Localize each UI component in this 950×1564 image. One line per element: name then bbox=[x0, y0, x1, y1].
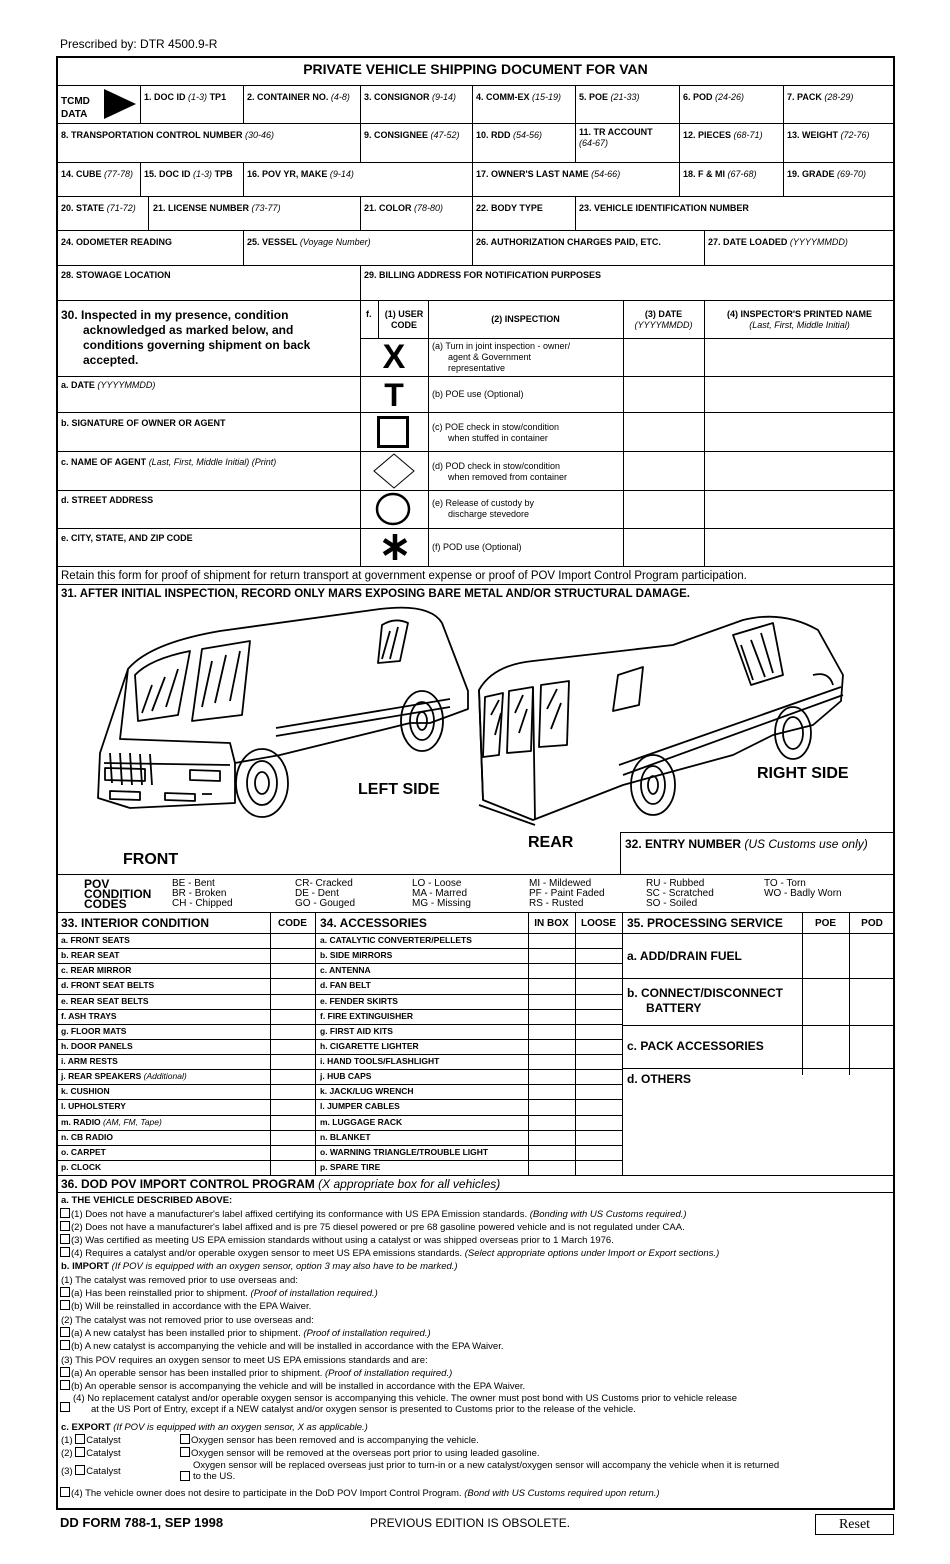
checkbox[interactable] bbox=[180, 1447, 190, 1457]
field-29-label: 29. BILLING ADDRESS FOR NOTIFICATION PURPOSES bbox=[364, 270, 602, 280]
option-a3[interactable]: (3) Was certified as meeting US EPA emission standards without using a catalyst or was shipped overseas prior to 1 March 1976. bbox=[60, 1234, 614, 1247]
accessory-item: b. SIDE MIRRORS bbox=[320, 950, 393, 960]
checkbox[interactable] bbox=[60, 1487, 70, 1497]
accessory-item: j. HUB CAPS bbox=[320, 1071, 372, 1081]
checkbox[interactable] bbox=[75, 1447, 85, 1457]
accessory-item: m. LUGGAGE RACK bbox=[320, 1117, 403, 1127]
service-b-label: b. CONNECT/DISCONNECT BATTERY bbox=[627, 986, 783, 1015]
field-3-label: 3. CONSIGNOR (9-14) bbox=[364, 92, 457, 102]
export-2-catalyst[interactable]: (2) Catalyst bbox=[61, 1448, 121, 1459]
tcmd-label: TCMD DATA bbox=[61, 96, 90, 120]
accessory-item: k. JACK/LUG WRENCH bbox=[320, 1086, 414, 1096]
interior-item: j. REAR SPEAKERS (Additional) bbox=[61, 1071, 187, 1081]
city-state-zip-label: e. CITY, STATE, AND ZIP CODE bbox=[61, 533, 193, 543]
interior-item: f. ASH TRAYS bbox=[61, 1011, 117, 1021]
form-title: PRIVATE VEHICLE SHIPPING DOCUMENT FOR VAN bbox=[303, 61, 648, 77]
owner-signature-label: b. SIGNATURE OF OWNER OR AGENT bbox=[61, 418, 226, 428]
field-20-label: 20. STATE (71-72) bbox=[61, 203, 136, 213]
col-user-code-header: (1) USER CODE bbox=[384, 309, 424, 330]
checkbox[interactable] bbox=[60, 1402, 70, 1412]
street-address-label: d. STREET ADDRESS bbox=[61, 495, 154, 505]
condition-codes-col-3: LO - Loose MA - Marred MG - Missing bbox=[412, 878, 471, 909]
checkbox[interactable] bbox=[60, 1327, 70, 1337]
condition-codes-col-5: RU - Rubbed SC - Scratched SO - Soiled bbox=[646, 878, 714, 909]
condition-codes-col-6: TO - Torn WO - Badly Worn bbox=[764, 878, 842, 899]
checkbox[interactable] bbox=[60, 1234, 70, 1244]
export-3-sensor-checkbox-wrap[interactable] bbox=[180, 1467, 191, 1485]
interior-item: e. REAR SEAT BELTS bbox=[61, 996, 149, 1006]
option-a4[interactable]: (4) Requires a catalyst and/or operable oxygen sensor to meet US EPA emissions standards. (Select appropriate options under Import or Export sections.) bbox=[60, 1247, 719, 1260]
option-b4: (4) No replacement catalyst and/or operable oxygen sensor is accompanying this vehicle. The owner must post bond with US Customs prior to vehicle release at the US Port of Entry, except if a NEW catalyst and/or oxygen sensor is presented to Customs prior to the release of the vehicle. bbox=[73, 1393, 738, 1415]
inspection-d-text: (d) POD check in stow/condition when removed from container bbox=[432, 461, 568, 482]
interior-item: o. CARPET bbox=[61, 1147, 106, 1157]
van-rear-right-drawing bbox=[473, 605, 858, 830]
front-view-label: FRONT bbox=[123, 851, 179, 868]
export-1-catalyst[interactable]: (1) Catalyst bbox=[61, 1435, 121, 1446]
field-8-label: 8. TRANSPORTATION CONTROL NUMBER (30-46) bbox=[61, 130, 275, 140]
field-26-label: 26. AUTHORIZATION CHARGES PAID, ETC. bbox=[476, 237, 661, 247]
interior-item: a. FRONT SEATS bbox=[61, 935, 130, 945]
export-3-sensor: Oxygen sensor will be replaced overseas just prior to turn-in or a new catalyst/oxygen sensor will accompany the vehicle when it is returned to the US. bbox=[193, 1460, 780, 1482]
interior-item: c. REAR MIRROR bbox=[61, 965, 132, 975]
interior-item: p. CLOCK bbox=[61, 1162, 102, 1172]
entry-number-label: 32. ENTRY NUMBER (US Customs use only) bbox=[625, 837, 868, 851]
right-side-label: RIGHT SIDE bbox=[757, 765, 849, 782]
interior-item: g. FLOOR MATS bbox=[61, 1026, 127, 1036]
loose-header: LOOSE bbox=[580, 918, 616, 929]
accessory-item: d. FAN BELT bbox=[320, 980, 371, 990]
condition-codes-col-4: MI - Mildewed PF - Paint Faded RS - Rusted bbox=[529, 878, 605, 909]
section-36-title: 36. DOD POV IMPORT CONTROL PROGRAM (X appropriate box for all vehicles) bbox=[61, 1177, 501, 1191]
checkbox[interactable] bbox=[60, 1367, 70, 1377]
inspection-f-text: (f) POD use (Optional) bbox=[432, 542, 522, 552]
interior-item: n. CB RADIO bbox=[61, 1132, 113, 1142]
condition-codes-col-1: BE - Bent BR - Broken CH - Chipped bbox=[172, 878, 233, 909]
retain-notice: Retain this form for proof of shipment for return transport at government expense or proof of POV Import Control Program participation. bbox=[61, 570, 747, 582]
field-16-label: 16. POV YR, MAKE (9-14) bbox=[247, 169, 354, 179]
asterisk-symbol-icon bbox=[382, 533, 408, 561]
field-6-label: 6. POD (24-26) bbox=[683, 92, 745, 102]
field-9-label: 9. CONSIGNEE (47-52) bbox=[364, 130, 460, 140]
export-3-catalyst[interactable]: (3) Catalyst bbox=[61, 1466, 121, 1477]
field-2-label: 2. CONTAINER NO. (4-8) bbox=[247, 92, 350, 102]
checkbox[interactable] bbox=[60, 1300, 70, 1310]
inspection-e-text: (e) Release of custody by discharge stevedore bbox=[432, 498, 535, 519]
accessory-item: l. JUMPER CABLES bbox=[320, 1101, 400, 1111]
field-11-label: 11. TR ACCOUNT (64-67) bbox=[579, 127, 653, 148]
checkbox[interactable] bbox=[75, 1434, 85, 1444]
inspection-c-text: (c) POE check in stow/condition when stuffed in container bbox=[432, 422, 560, 443]
field-21-color-label: 21. COLOR (78-80) bbox=[364, 203, 444, 213]
square-symbol-icon bbox=[377, 416, 409, 448]
x-symbol-icon: X bbox=[382, 338, 406, 376]
accessory-item: i. HAND TOOLS/FLASHLIGHT bbox=[320, 1056, 440, 1066]
accessory-item: h. CIGARETTE LIGHTER bbox=[320, 1041, 419, 1051]
poe-header: POE bbox=[814, 918, 837, 929]
field-10-label: 10. RDD (54-56) bbox=[476, 130, 543, 140]
option-b2b[interactable]: (b) A new catalyst is accompanying the vehicle and will be installed in accordance with the EPA Waiver. bbox=[60, 1340, 503, 1353]
diamond-symbol-icon bbox=[372, 452, 416, 490]
t-symbol-icon: T bbox=[384, 377, 404, 413]
col-f-label: f. bbox=[366, 309, 372, 319]
arrow-icon bbox=[104, 89, 138, 119]
import-1-text: (1) The catalyst was removed prior to use overseas and: bbox=[61, 1275, 298, 1286]
accessory-item: f. FIRE EXTINGUISHER bbox=[320, 1011, 414, 1021]
accessory-item: o. WARNING TRIANGLE/TROUBLE LIGHT bbox=[320, 1147, 489, 1157]
left-side-label: LEFT SIDE bbox=[358, 781, 440, 798]
option-b2a[interactable]: (a) A new catalyst has been installed prior to shipment. (Proof of installation required.) bbox=[60, 1327, 431, 1340]
option-b3b[interactable]: (b) An operable sensor is accompanying the vehicle and will be installed in accordance with the EPA Waiver. bbox=[60, 1380, 525, 1393]
interior-item: b. REAR SEAT bbox=[61, 950, 120, 960]
interior-item: d. FRONT SEAT BELTS bbox=[61, 980, 155, 990]
field-21-license-label: 21. LICENSE NUMBER (73-77) bbox=[153, 203, 281, 213]
in-box-header: IN BOX bbox=[534, 918, 569, 929]
field-18-label: 18. F & MI (67-68) bbox=[683, 169, 757, 179]
field-23-label: 23. VEHICLE IDENTIFICATION NUMBER bbox=[579, 203, 749, 213]
obsolete-notice: PREVIOUS EDITION IS OBSOLETE. bbox=[370, 1516, 571, 1530]
condition-codes-col-2: CR- Cracked DE - Dent GO - Gouged bbox=[295, 878, 356, 909]
field-24-label: 24. ODOMETER READING bbox=[61, 237, 173, 247]
service-d-label: d. OTHERS bbox=[627, 1072, 692, 1086]
field-1-label: 1. DOC ID (1-3) TP1 bbox=[144, 92, 227, 102]
accessory-item: n. BLANKET bbox=[320, 1132, 371, 1142]
interior-item: m. RADIO (AM, FM, Tape) bbox=[61, 1117, 162, 1127]
form-id: DD FORM 788-1, SEP 1998 bbox=[60, 1515, 224, 1530]
checkbox[interactable] bbox=[180, 1471, 190, 1481]
checkbox[interactable] bbox=[60, 1380, 70, 1390]
condition-codes-title: POV CONDITION CODES bbox=[84, 877, 152, 911]
col-inspector-header: (4) INSPECTOR'S PRINTED NAME (Last, First, Middle Initial) bbox=[727, 309, 872, 330]
checkbox[interactable] bbox=[180, 1434, 190, 1444]
field-15-label: 15. DOC ID (1-3) TPB bbox=[144, 169, 233, 179]
section-36a-heading: a. THE VEHICLE DESCRIBED ABOVE: bbox=[61, 1195, 233, 1206]
export-2-sensor[interactable]: Oxygen sensor will be removed at the overseas port prior to using leaded gasoline. bbox=[180, 1447, 540, 1460]
option-b4-checkbox-wrap[interactable] bbox=[60, 1398, 71, 1416]
prescribed-by: Prescribed by: DTR 4500.9-R bbox=[60, 37, 218, 51]
field-17-label: 17. OWNER'S LAST NAME (54-66) bbox=[476, 169, 621, 179]
agent-name-label: c. NAME OF AGENT (Last, First, Middle Initial) (Print) bbox=[61, 457, 277, 467]
inspection-a-text: (a) Turn in joint inspection - owner/ agent & Government representative bbox=[432, 341, 571, 373]
accessory-item: p. SPARE TIRE bbox=[320, 1162, 381, 1172]
section-31-title: 31. AFTER INITIAL INSPECTION, RECORD ONLY MARS EXPOSING BARE METAL AND/OR STRUCTURAL DAMAGE. bbox=[61, 588, 690, 600]
option-a2[interactable]: (2) Does not have a manufacturer's label affixed and is pre 75 diesel powered or pre 68 gasoline powered vehicle and is not regulated under CAA. bbox=[60, 1221, 685, 1234]
field-22-label: 22. BODY TYPE bbox=[476, 203, 543, 213]
field-25-label: 25. VESSEL (Voyage Number) bbox=[247, 237, 371, 247]
checkbox[interactable] bbox=[60, 1221, 70, 1231]
field-7-label: 7. PACK (28-29) bbox=[787, 92, 854, 102]
accessory-item: e. FENDER SKIRTS bbox=[320, 996, 398, 1006]
checkbox[interactable] bbox=[60, 1340, 70, 1350]
import-2-text: (2) The catalyst was not removed prior to use overseas and: bbox=[61, 1315, 314, 1326]
circle-symbol-icon bbox=[375, 492, 411, 526]
accessories-header: 34. ACCESSORIES bbox=[320, 916, 427, 930]
accessory-item: g. FIRST AID KITS bbox=[320, 1026, 393, 1036]
pod-header: POD bbox=[861, 918, 883, 929]
processing-service-header: 35. PROCESSING SERVICE bbox=[627, 916, 783, 930]
inspection-b-text: (b) POE use (Optional) bbox=[432, 389, 524, 399]
section-36b-heading: b. IMPORT (If POV is equipped with an oxygen sensor, option 3 may also have to be marked.) bbox=[61, 1261, 458, 1272]
checkbox[interactable] bbox=[60, 1208, 70, 1218]
reset-button[interactable]: Reset bbox=[815, 1514, 894, 1535]
interior-item: i. ARM RESTS bbox=[61, 1056, 118, 1066]
col-inspection-header: (2) INSPECTION bbox=[491, 314, 560, 324]
interior-condition-header: 33. INTERIOR CONDITION bbox=[61, 916, 210, 930]
option-b1a[interactable]: (a) Has been reinstalled prior to shipment. (Proof of installation required.) bbox=[60, 1287, 378, 1300]
field-12-label: 12. PIECES (68-71) bbox=[683, 130, 763, 140]
checkbox[interactable] bbox=[60, 1247, 70, 1257]
import-3-text: (3) This POV requires an oxygen sensor to meet US EPA emissions standards and are: bbox=[61, 1355, 428, 1366]
inspect-date-label: a. DATE (YYYYMMDD) bbox=[61, 380, 156, 390]
field-19-label: 19. GRADE (69-70) bbox=[787, 169, 867, 179]
accessory-item: a. CATALYTIC CONVERTER/PELLETS bbox=[320, 935, 472, 945]
field-5-label: 5. POE (21-33) bbox=[579, 92, 640, 102]
field-27-label: 27. DATE LOADED (YYYYMMDD) bbox=[708, 237, 848, 247]
option-a1[interactable]: (1) Does not have a manufacturer's label affixed certifying its conformance with US EPA Emission standards. (Bonding with US Customs required.) bbox=[60, 1208, 687, 1221]
interior-item: h. DOOR PANELS bbox=[61, 1041, 133, 1051]
interior-item: k. CUSHION bbox=[61, 1086, 110, 1096]
field-4-label: 4. COMM-EX (15-19) bbox=[476, 92, 562, 102]
option-b3a[interactable]: (a) An operable sensor has been installed prior to shipment. (Proof of installation required.) bbox=[60, 1367, 452, 1380]
checkbox[interactable] bbox=[75, 1465, 85, 1475]
option-b1b[interactable]: (b) Will be reinstalled in accordance with the EPA Waiver. bbox=[60, 1300, 311, 1313]
rear-view-label: REAR bbox=[528, 834, 574, 851]
interior-item: l. UPHOLSTERY bbox=[61, 1101, 126, 1111]
field-14-label: 14. CUBE (77-78) bbox=[61, 169, 134, 179]
field-28-label: 28. STOWAGE LOCATION bbox=[61, 270, 171, 280]
accessory-item: c. ANTENNA bbox=[320, 965, 371, 975]
col-date-header: (3) DATE (YYYYMMDD) bbox=[634, 309, 693, 330]
export-1-sensor[interactable]: Oxygen sensor has been removed and is accompanying the vehicle. bbox=[180, 1434, 479, 1447]
section-30-heading: 30. Inspected in my presence, condition acknowledged as marked below, and conditions governing shipment on back accepted. bbox=[61, 308, 311, 367]
van-front-left-drawing bbox=[90, 603, 470, 843]
service-c-label: c. PACK ACCESSORIES bbox=[627, 1039, 764, 1053]
option-c4[interactable]: (4) The vehicle owner does not desire to participate in the DoD POV Import Control Program. (Bond with US Customs required upon return.) bbox=[60, 1487, 660, 1500]
checkbox[interactable] bbox=[60, 1287, 70, 1297]
code-header: CODE bbox=[278, 918, 307, 929]
field-13-label: 13. WEIGHT (72-76) bbox=[787, 130, 870, 140]
service-a-label: a. ADD/DRAIN FUEL bbox=[627, 949, 742, 963]
section-36c-heading: c. EXPORT (If POV is equipped with an oxygen sensor, X as applicable.) bbox=[61, 1422, 368, 1433]
